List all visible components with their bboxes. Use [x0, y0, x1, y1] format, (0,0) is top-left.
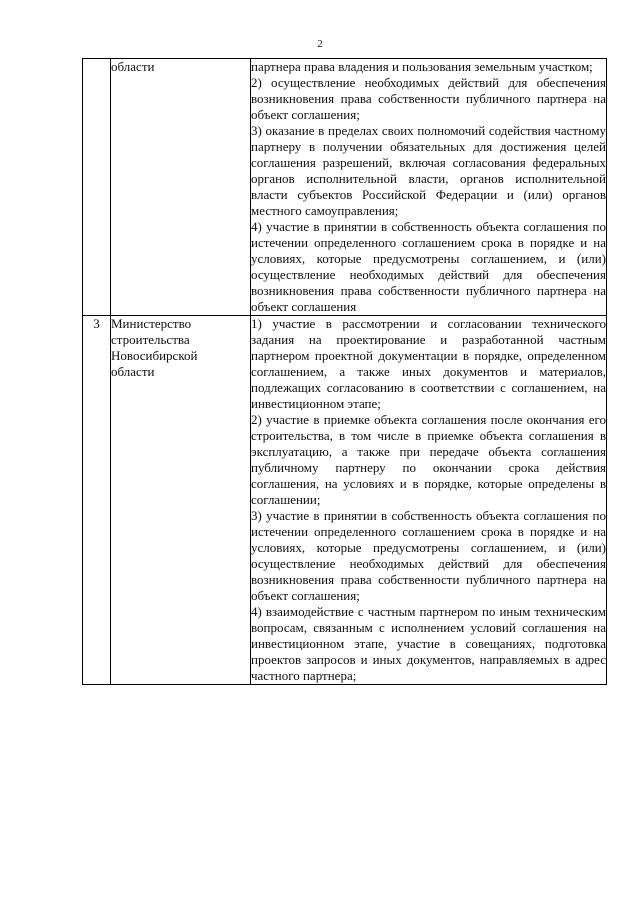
duty-paragraph: 2) осуществление необходимых действий для обеспечения возникновения права собственности публичного партнера на объект соглашения;	[251, 75, 606, 122]
responsibilities-table	[82, 58, 607, 685]
organization-name: Министерство строительства Новосибирской области	[111, 316, 198, 379]
table-row	[83, 316, 607, 685]
duty-paragraph: 4) участие в принятии в собственность объекта соглашения по истечении определенного соглашением срока в порядке и на условиях, которые предусмотрены соглашением, и (или) осуществление необходимых действий для обеспечения возникновения права собственности публичного партнера на объект соглашения	[251, 219, 606, 314]
duty-paragraph: 3) участие в принятии в собственность объекта соглашения по истечении определенного соглашением срока в порядке и на условиях, которые предусмотрены соглашением, и (или) осуществление необходимых действий для обеспечения возникновения права собственности публичного партнера на объект соглашения;	[251, 508, 606, 603]
page-number: 2	[317, 38, 323, 50]
duty-paragraph: 3) оказание в пределах своих полномочий содействия частному партнеру в получении обязательных для достижения целей соглашения разрешений, включая согласования федеральных органов исполнительной власти, органов исполнительной власти субъектов Российской Федерации и (или) органов местного самоуправления;	[251, 123, 606, 218]
row-number-cell	[83, 59, 111, 316]
duty-paragraph: 4) взаимодействие с частным партнером по иным техническим вопросам, связанным с исполнением условий соглашения на инвестиционном этапе, участие в совещаниях, подготовка проектов запросов и иных документов, направляемых в адрес частного партнера;	[251, 604, 606, 683]
row-number-cell: 3	[83, 316, 111, 685]
duty-paragraph: 2) участие в приемке объекта соглашения после окончания его строительства, в том числе в приемке объекта соглашения в эксплуатацию, а также при передаче объекта соглашения публичному партнеру по окончании срока действия соглашения, на условиях и в порядке, которые определены в соглашении;	[251, 412, 606, 507]
duties-cell	[251, 59, 607, 316]
organization-name: области	[111, 59, 155, 74]
duty-paragraph: 1) участие в рассмотрении и согласовании технического задания на проектирование и разработанной частным партнером проектной документации в порядке, определенном соглашением, а также иных документов и материалов, подлежащих согласованию в соответствии с соглашением, на инвестиционном этапе;	[251, 316, 606, 411]
table-row	[83, 59, 607, 316]
duty-paragraph: партнера права владения и пользования земельным участком;	[251, 59, 593, 74]
duties-cell	[251, 316, 607, 685]
